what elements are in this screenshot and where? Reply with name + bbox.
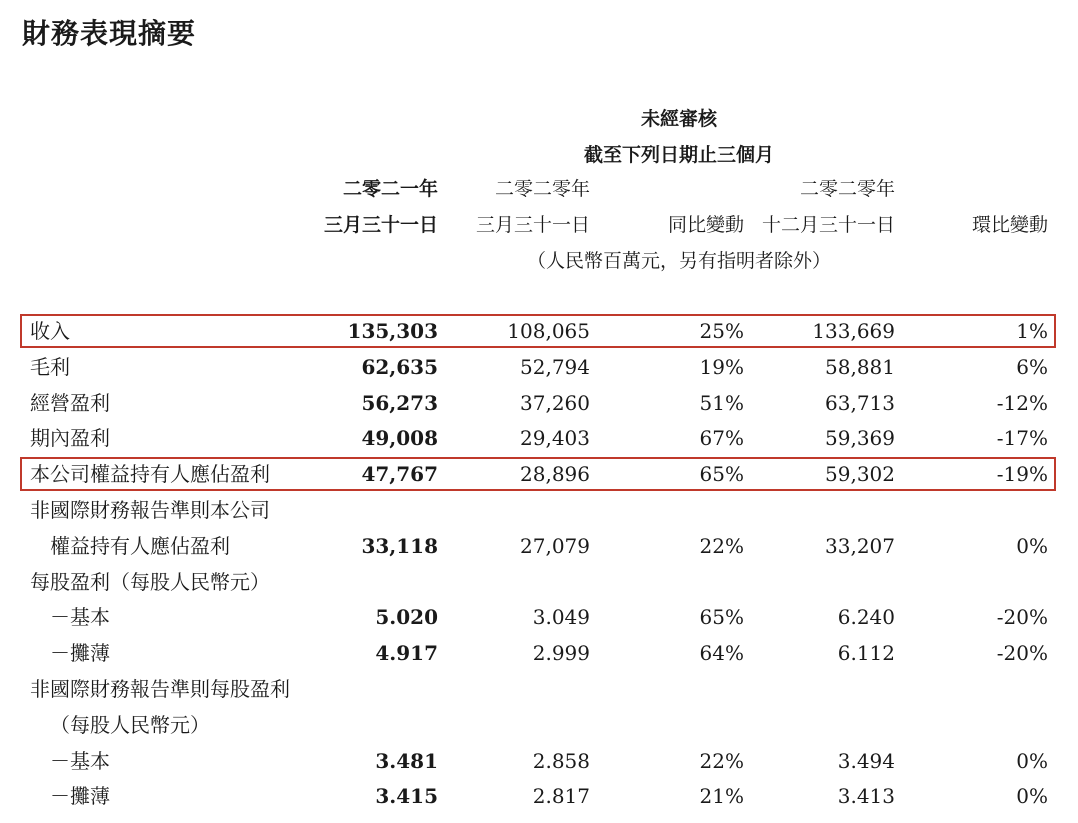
row-label: －攤薄 — [50, 784, 110, 809]
cell-v5: 0% — [1016, 533, 1048, 558]
unit-note: （人民幣百萬元，另有指明者除外） — [526, 250, 832, 272]
header-unaudited: 未經審核 — [640, 108, 718, 130]
table-row — [0, 778, 1078, 814]
cell-v2: 2.858 — [532, 748, 590, 773]
cell-v3: 19% — [699, 354, 744, 379]
cell-v1: 3.415 — [375, 784, 438, 809]
cell-v5: -19% — [996, 462, 1048, 487]
cell-v4: 33,207 — [825, 533, 895, 558]
col3-header: 同比變動 — [667, 214, 744, 236]
cell-v4: 133,669 — [812, 319, 895, 343]
cell-v2: 2.817 — [532, 784, 590, 809]
cell-v5: 0% — [1016, 748, 1048, 773]
row-label: 經營盈利 — [30, 390, 110, 415]
table-row — [0, 420, 1078, 456]
cell-v3: 25% — [699, 319, 744, 343]
table-row — [0, 671, 1078, 707]
cell-v1: 33,118 — [361, 533, 438, 558]
cell-v4: 3.413 — [837, 784, 895, 809]
table-row — [0, 528, 1078, 564]
col2-year: 二零二零年 — [494, 178, 590, 200]
col2-date: 三月三十一日 — [475, 214, 590, 236]
cell-v2: 37,260 — [520, 390, 590, 415]
cell-v2: 2.999 — [532, 641, 590, 666]
row-label: 收入 — [30, 319, 70, 343]
row-label: －攤薄 — [50, 641, 110, 666]
cell-v2: 29,403 — [520, 426, 590, 451]
cell-v3: 65% — [699, 462, 744, 487]
cell-v4: 59,302 — [825, 462, 895, 487]
cell-v5: 6% — [1016, 354, 1048, 379]
row-label: 非國際財務報告準則本公司 — [30, 498, 270, 522]
cell-v5: -17% — [996, 426, 1048, 451]
cell-v2: 108,065 — [507, 319, 590, 343]
cell-v5: 0% — [1016, 784, 1048, 809]
header-period: 截至下列日期止三個月 — [583, 144, 775, 166]
cell-v3: 21% — [699, 784, 744, 809]
cell-v1: 3.481 — [375, 748, 438, 773]
row-label: －基本 — [50, 605, 110, 630]
table-row — [0, 492, 1078, 528]
cell-v1: 49,008 — [361, 426, 438, 451]
cell-v5: -12% — [996, 390, 1048, 415]
cell-v4: 58,881 — [825, 354, 895, 379]
cell-v1: 56,273 — [361, 390, 438, 415]
table-row — [0, 564, 1078, 600]
table-row — [0, 635, 1078, 671]
cell-v1: 5.020 — [375, 605, 438, 630]
table-row — [0, 349, 1078, 385]
cell-v3: 67% — [699, 426, 744, 451]
col1-date: 三月三十一日 — [323, 214, 438, 236]
col1-year: 二零二一年 — [342, 178, 438, 200]
cell-v1: 4.917 — [375, 641, 438, 666]
cell-v4: 63,713 — [825, 390, 895, 415]
cell-v2: 3.049 — [532, 605, 590, 630]
table-row — [0, 456, 1078, 492]
row-label: 毛利 — [30, 354, 70, 379]
cell-v3: 22% — [699, 533, 744, 558]
table-row — [0, 599, 1078, 635]
cell-v3: 51% — [699, 390, 744, 415]
col4-year: 二零二零年 — [799, 178, 895, 200]
cell-v2: 28,896 — [520, 462, 590, 487]
row-label: 期內盈利 — [30, 426, 110, 451]
cell-v4: 6.240 — [837, 605, 895, 630]
row-label: 權益持有人應佔盈利 — [50, 533, 230, 558]
page-title: 財務表現摘要 — [22, 17, 197, 50]
cell-v1: 47,767 — [361, 462, 438, 487]
cell-v5: 1% — [1016, 319, 1048, 343]
cell-v3: 65% — [699, 605, 744, 630]
cell-v3: 64% — [699, 641, 744, 666]
cell-v2: 52,794 — [520, 354, 590, 379]
cell-v4: 3.494 — [837, 748, 895, 773]
table-row — [0, 707, 1078, 743]
cell-v1: 135,303 — [347, 319, 438, 343]
table-row — [0, 313, 1078, 349]
table-row — [0, 385, 1078, 421]
cell-v2: 27,079 — [520, 533, 590, 558]
col4-date: 十二月三十一日 — [761, 214, 895, 236]
row-label: －基本 — [50, 748, 110, 773]
cell-v3: 22% — [699, 748, 744, 773]
cell-v4: 6.112 — [837, 641, 895, 666]
table-row — [0, 743, 1078, 779]
row-label: 每股盈利（每股人民幣元） — [30, 569, 270, 594]
row-label: 非國際財務報告準則每股盈利 — [30, 677, 290, 701]
row-label: （每股人民幣元） — [50, 712, 210, 737]
cell-v1: 62,635 — [361, 354, 438, 379]
cell-v4: 59,369 — [825, 426, 895, 451]
cell-v5: -20% — [996, 641, 1048, 666]
cell-v5: -20% — [996, 605, 1048, 630]
col5-header: 環比變動 — [971, 214, 1048, 236]
row-label: 本公司權益持有人應佔盈利 — [30, 462, 270, 487]
